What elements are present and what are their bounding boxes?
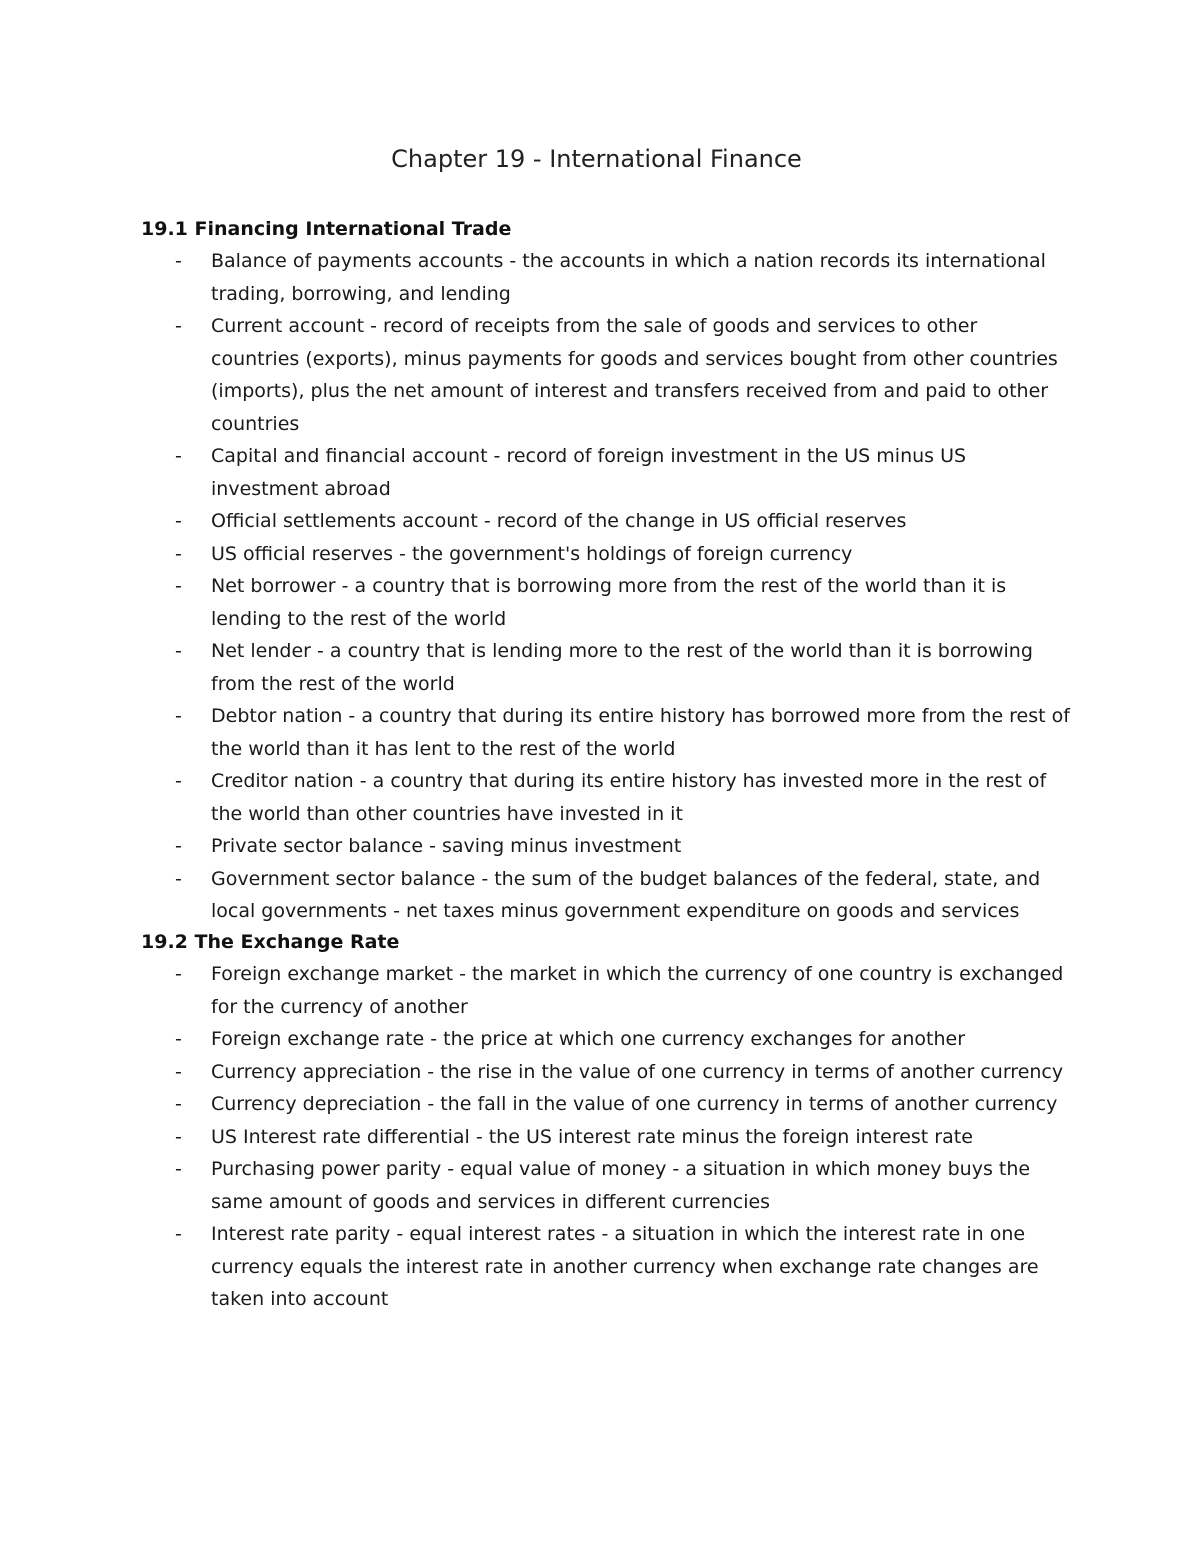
bullet-dash: - (175, 1093, 182, 1115)
bullet-dash: - (175, 542, 182, 565)
bullet-dash: - (175, 867, 182, 890)
list-item (141, 245, 1071, 310)
term-definition: Net borrower - a country that is borrowing more from the rest of the world than it is lending to the rest of the world (211, 575, 1007, 630)
term-definition: Foreign exchange rate - the price at which one currency exchanges for another (211, 1028, 966, 1050)
bullet-dash: - (175, 1028, 182, 1050)
term-definition: Official settlements account - record of the change in US official reserves (211, 510, 907, 532)
list-item (141, 830, 1071, 863)
section-heading: 19.1 Financing International Trade (141, 218, 512, 240)
list-item (141, 1088, 1071, 1121)
section-heading: 19.2 The Exchange Rate (141, 931, 400, 953)
bullet-dash: - (175, 1158, 182, 1180)
list-item (141, 310, 1071, 440)
term-definition: Balance of payments accounts - the accounts in which a nation records its international trading, borrowing, and lending (211, 250, 1046, 305)
list-item (141, 1153, 1071, 1218)
term-list (141, 245, 1071, 928)
term-definition: Interest rate parity - equal interest rates - a situation in which the interest rate in one currency equals the interest rate in another currency when exchange rate changes are taken into account (211, 1223, 1039, 1310)
term-definition: US Interest rate differential - the US interest rate minus the foreign interest rate (211, 1125, 973, 1148)
page-title: Chapter 19 - International Finance (391, 145, 802, 173)
section-exchange-rate (141, 926, 1071, 1316)
bullet-dash: - (175, 705, 182, 727)
list-item (141, 570, 1071, 635)
bullet-dash: - (175, 1060, 182, 1083)
list-item (141, 863, 1071, 928)
term-definition: Currency depreciation - the fall in the value of one currency in terms of another currency (211, 1093, 1058, 1115)
list-item (141, 440, 1071, 505)
section-financing-international-trade (141, 213, 1071, 928)
list-item (141, 958, 1071, 1023)
bullet-dash: - (175, 770, 182, 792)
term-definition: Foreign exchange market - the market in which the currency of one country is exchanged for the currency of another (211, 963, 1064, 1018)
list-item (141, 1218, 1071, 1316)
term-definition: US official reserves - the government's holdings of foreign currency (211, 542, 853, 565)
bullet-dash: - (175, 835, 182, 857)
list-item (141, 700, 1071, 765)
term-definition: Current account - record of receipts from the sale of goods and services to other countries (exports), minus payments for goods and services bought from other countries (imports), plus the net amount of interest and transfers received from and paid to other countries (211, 315, 1058, 435)
bullet-dash: - (175, 315, 182, 337)
term-definition: Debtor nation - a country that during its entire history has borrowed more from the rest of the world than it has lent to the rest of the world (211, 705, 1070, 760)
bullet-dash: - (175, 510, 182, 532)
list-item (141, 1121, 1071, 1154)
list-item (141, 1023, 1071, 1056)
term-definition: Purchasing power parity - equal value of money - a situation in which money buys the same amount of goods and services in different currencies (211, 1158, 1031, 1213)
list-item (141, 765, 1071, 830)
term-list (141, 958, 1071, 1316)
bullet-dash: - (175, 640, 182, 662)
term-definition: Creditor nation - a country that during its entire history has invested more in the rest of the world than other countries have invested in it (211, 770, 1047, 825)
term-definition: Capital and financial account - record of foreign investment in the US minus US investment abroad (211, 445, 967, 500)
bullet-dash: - (175, 575, 182, 597)
bullet-dash: - (175, 1125, 182, 1148)
term-definition: Government sector balance - the sum of the budget balances of the federal, state, and local governments - net taxes minus government expenditure on goods and services (211, 867, 1041, 922)
list-item (141, 538, 1071, 571)
list-item (141, 1056, 1071, 1089)
term-definition: Private sector balance - saving minus investment (211, 835, 682, 857)
bullet-dash: - (175, 963, 182, 985)
term-definition: Net lender - a country that is lending more to the rest of the world than it is borrowing from the rest of the world (211, 640, 1033, 695)
list-item (141, 505, 1071, 538)
term-definition: Currency appreciation - the rise in the value of one currency in terms of another currency (211, 1060, 1064, 1083)
list-item (141, 635, 1071, 700)
bullet-dash: - (175, 1223, 182, 1245)
bullet-dash: - (175, 445, 182, 467)
bullet-dash: - (175, 250, 182, 272)
